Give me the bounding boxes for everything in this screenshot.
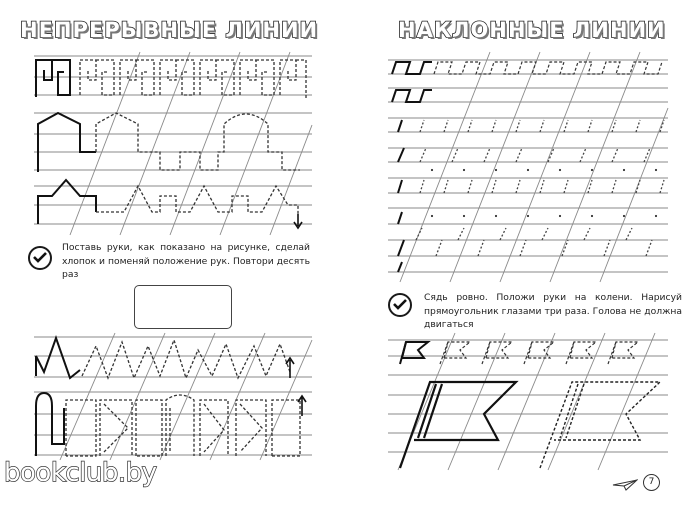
- peaks-solid: [36, 338, 80, 378]
- arrow-down-icon: [294, 214, 302, 228]
- slant-wave-solid: [392, 62, 432, 102]
- small-flag-solid: [400, 342, 428, 364]
- slant-ticks: [398, 120, 404, 272]
- check-circle-icon: [28, 246, 52, 270]
- greek-key-dashed: [80, 60, 306, 100]
- arrow-up-icon: [286, 358, 294, 378]
- hands-illustration-frame: [134, 285, 232, 329]
- greek-key-solid: [36, 60, 70, 97]
- zigzag-dashed: [96, 186, 298, 216]
- check-circle-icon: [388, 293, 412, 317]
- left-instruction-text: Поставь руки, как показано на рисунке, сделай хлопок и поменяй положение рук. Повтори десять раз: [62, 242, 310, 281]
- paper-plane-icon: [612, 478, 638, 492]
- right-ruled-lines: [388, 52, 668, 470]
- zigzag-solid: [38, 180, 96, 224]
- watermark-text: bookclub.by: [4, 458, 157, 488]
- peaks-dashed: [82, 340, 290, 378]
- arrow-up-icon: [298, 396, 306, 416]
- small-flags-dashed: [440, 342, 638, 364]
- arch-solid: [36, 393, 64, 456]
- right-instruction-text: Сядь ровно. Положи руки на колени. Нарисуй прямоугольник глазами три раза. Голова не должна двигаться: [424, 292, 682, 331]
- house-solid: [38, 113, 96, 172]
- left-page-title: НЕПРЕРЫВНЫЕ ЛИНИИ: [20, 18, 319, 42]
- page-number: 7: [643, 474, 660, 491]
- right-page-title: НАКЛОННЫЕ ЛИНИИ: [398, 18, 666, 42]
- slant-ticks-dashed: [416, 120, 664, 256]
- slant-wave-dashed: [434, 62, 662, 74]
- arch-dashed: [66, 395, 300, 456]
